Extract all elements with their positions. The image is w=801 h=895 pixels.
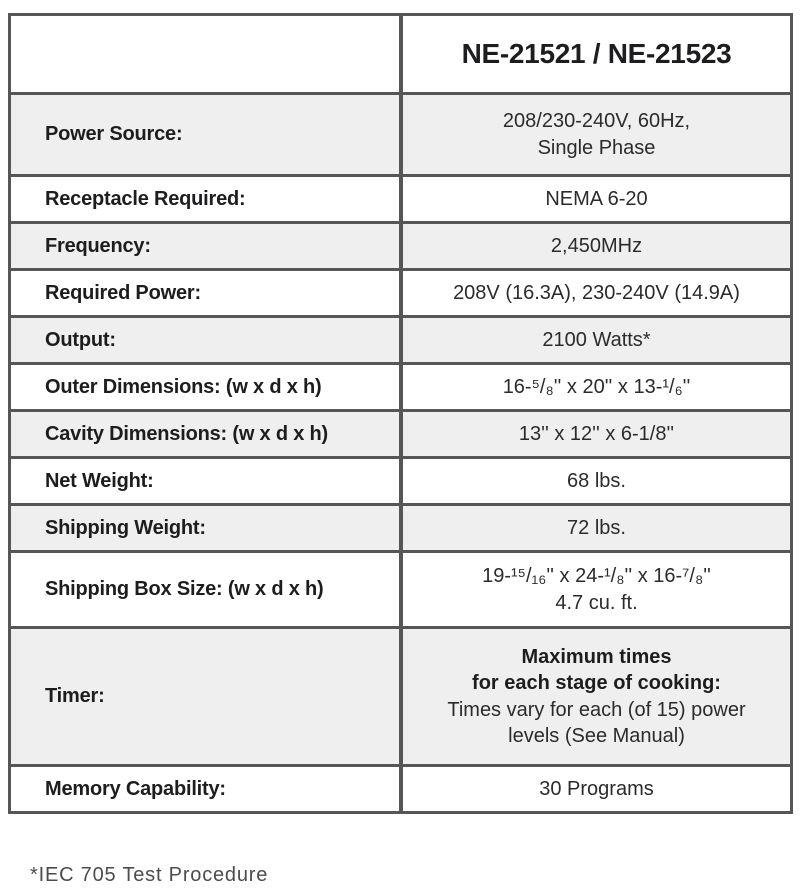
spec-label: Cavity Dimensions: (w x d x h) [45,422,328,445]
spec-header-row [11,16,790,92]
spec-value-cell [403,506,790,550]
spec-label-cell [11,553,403,626]
spec-header-empty-cell [11,16,403,92]
spec-label: Outer Dimensions: (w x d x h) [45,375,322,398]
spec-row-6 [11,362,790,409]
spec-label-cell [11,459,403,503]
spec-value-line: levels (See Manual) [508,724,685,747]
spec-label-cell [11,177,403,221]
spec-value-line: Times vary for each (of 15) power [447,698,746,721]
spec-value-line: 68 lbs. [567,469,626,492]
spec-header-model-cell [403,16,790,92]
spec-value-cell [403,629,790,764]
spec-label: Output: [45,328,116,351]
spec-row-8 [11,456,790,503]
spec-value-line: 2100 Watts* [542,328,651,351]
spec-label-cell [11,318,403,362]
spec-value-line: 16-⁵/₈'' x 20'' x 13-¹/₆'' [502,375,691,398]
spec-table [8,13,793,814]
spec-label: Shipping Weight: [45,516,206,539]
spec-value-cell [403,459,790,503]
spec-value-line: NEMA 6-20 [545,187,648,210]
spec-value-cell [403,224,790,268]
spec-value-line: Maximum times [521,645,672,668]
spec-rows [11,92,790,811]
spec-label-cell [11,95,403,174]
spec-value-cell [403,365,790,409]
spec-value-cell [403,767,790,811]
spec-label-cell [11,767,403,811]
spec-row-9 [11,503,790,550]
spec-row-2 [11,174,790,221]
spec-row-3 [11,221,790,268]
spec-row-1 [11,92,790,174]
spec-row-5 [11,315,790,362]
spec-label-cell [11,506,403,550]
spec-label: Required Power: [45,281,201,304]
spec-label-cell [11,629,403,764]
spec-value-line: 72 lbs. [567,516,626,539]
spec-row-7 [11,409,790,456]
spec-label: Net Weight: [45,469,154,492]
spec-value-line: 30 Programs [539,777,654,800]
spec-value-line: 19-¹⁵/₁₆'' x 24-¹/₈'' x 16-⁷/₈'' [482,565,711,588]
spec-value-cell [403,95,790,174]
spec-value-cell [403,177,790,221]
spec-row-12 [11,764,790,811]
spec-row-11 [11,626,790,764]
spec-label: Power Source: [45,123,183,145]
spec-value-line: 13'' x 12'' x 6-1/8'' [518,422,675,445]
spec-row-4 [11,268,790,315]
footnote: *IEC 705 Test Procedure [30,864,269,886]
spec-label: Timer: [45,685,105,707]
spec-label: Memory Capability: [45,777,226,800]
spec-value-cell [403,271,790,315]
spec-label: Frequency: [45,234,151,257]
spec-value-cell [403,412,790,456]
spec-value-line: 4.7 cu. ft. [555,591,638,614]
spec-label-cell [11,365,403,409]
spec-value-cell [403,553,790,626]
spec-label-cell [11,412,403,456]
spec-label: Shipping Box Size: (w x d x h) [45,578,324,600]
spec-label: Receptacle Required: [45,187,246,210]
spec-value-line: 208/230-240V, 60Hz, [502,110,691,133]
spec-row-10 [11,550,790,626]
model-number: NE-21521 / NE-21523 [461,38,732,69]
spec-value-line: for each stage of cooking: [472,672,721,695]
spec-label-cell [11,224,403,268]
spec-label-cell [11,271,403,315]
spec-value-cell [403,318,790,362]
spec-value-line: Single Phase [537,136,656,159]
spec-value-line: 2,450MHz [550,234,643,257]
spec-value-line: 208V (16.3A), 230-240V (14.9A) [453,281,740,304]
